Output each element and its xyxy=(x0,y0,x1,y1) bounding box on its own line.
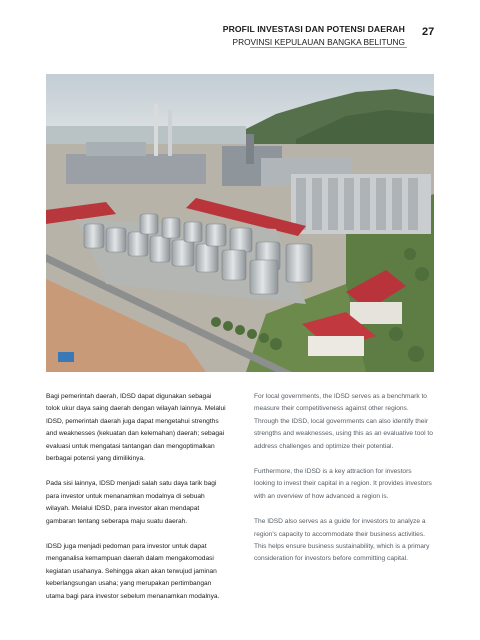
header-subtitle: PROVINSI KEPULAUAN BANGKA BELITUNG xyxy=(232,37,405,47)
paragraph: Bagi pemerintah daerah, IDSD dapat digunakan sebagai tolok ukur daya saing daerah dengan wilayah lainnya. Melalui IDSD, pemerintah daerah juga dapat mengetahui strengths and weaknesses (kekuatan dan kelemahan) daerah; sebagai evaluasi untuk mengatasi tantangan dan mengoptimalkan berbagai potensi yang dimilikinya. xyxy=(46,393,226,463)
page-header xyxy=(223,23,405,48)
header-title: PROFIL INVESTASI DAN POTENSI DAERAH xyxy=(222,24,405,34)
column-english xyxy=(254,391,434,616)
body-text xyxy=(46,391,434,616)
paragraph: The IDSD also serves as a guide for investors to analyze a region's capacity to accommodate their business activities. This helps ensure business sustainability, which is a primary consideration for investors before committing capital. xyxy=(254,518,430,563)
paragraph: IDSD juga menjadi pedoman para investor untuk dapat menganalisa kemampuan daerah dalam mengakomodasi kegiatan usahanya. Sehingga akan akan terwujud jaminan keberlangsungan usaha; yang merupakan pertimbangan utama bagi para investor sebelum menanamkan modalnya. xyxy=(46,543,220,600)
column-indonesian xyxy=(46,391,226,616)
header-divider xyxy=(250,47,407,48)
paragraph: Furthermore, the IDSD is a key attraction for investors looking to invest their capital in a region. It provides investors with an overview of how advanced a region is. xyxy=(254,468,432,500)
paragraph: For local governments, the IDSD serves as a benchmark to measure their competitiveness against other regions. Through the IDSD, local governments can also identify their strengths and weaknesses, using this as an evaluative tool to address challenges and optimize their potential. xyxy=(254,393,433,450)
industrial-plant-photo xyxy=(46,74,434,372)
paragraph: Pada sisi lainnya, IDSD menjadi salah satu daya tarik bagi para investor untuk menanamkan modalnya di sebuah wilayah. Melalui IDSD, para investor akan mendapat gambaran tentang seberapa maju suatu daerah. xyxy=(46,480,217,525)
page-number: 27 xyxy=(422,26,435,38)
